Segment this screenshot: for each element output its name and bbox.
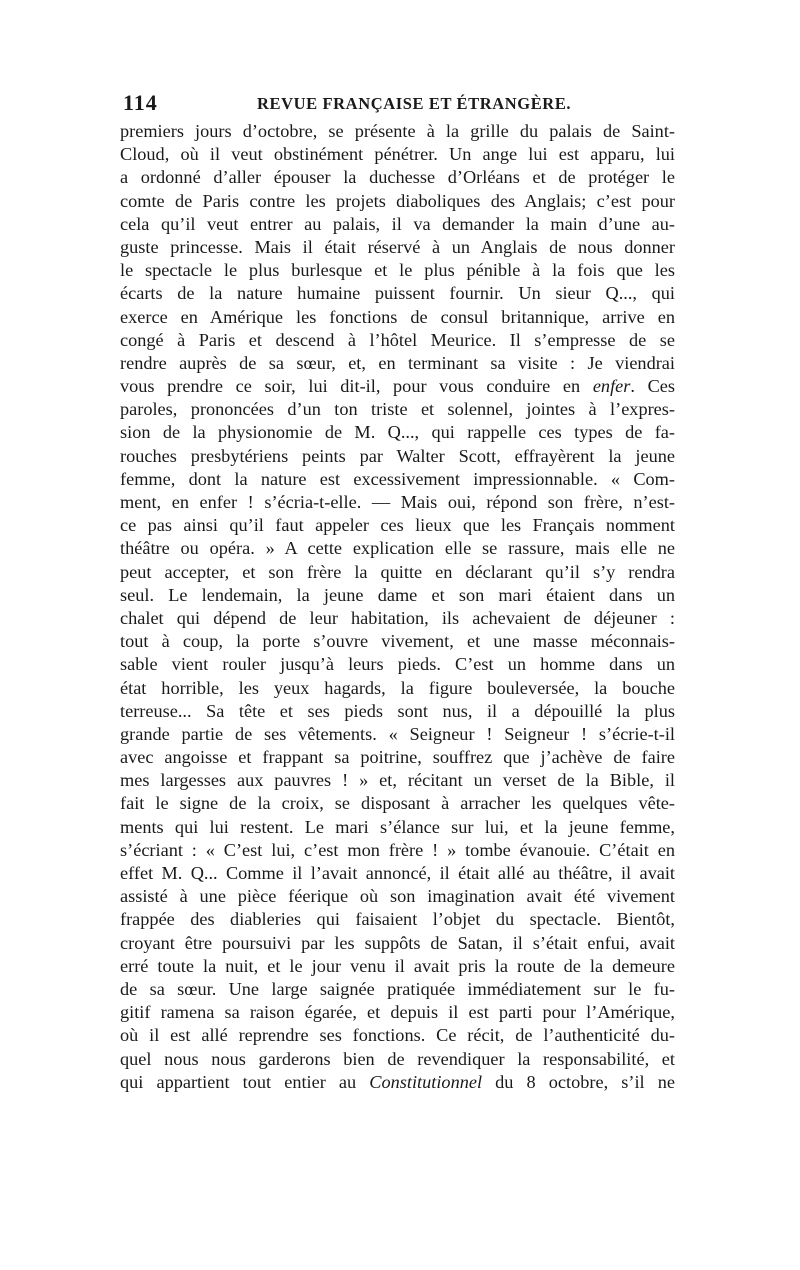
text-line: s’écriant : « C’est lui, c’est mon frère ! » tombe évanouie. C’était en bbox=[120, 839, 675, 860]
page-number: 114 bbox=[123, 90, 158, 115]
text-line: le spectacle le plus burlesque et le plus pénible à la fois que les bbox=[120, 260, 675, 281]
italic-title: enfer bbox=[592, 376, 631, 397]
text-line: congé à Paris et descend à l’hôtel Meurice. Il s’empresse de se bbox=[120, 329, 675, 350]
text-line: chalet qui dépend de leur habitation, ils achevaient de déjeuner : bbox=[120, 607, 675, 628]
text-line: ment, en enfer ! s’écria-t-elle. — Mais oui, répond son frère, n’est- bbox=[120, 492, 675, 512]
text-line: assisté à une pièce féerique où son imagination avait été vivement bbox=[120, 886, 675, 907]
text-line: gitif ramena sa raison égarée, et depuis il est parti pour l’Amérique, bbox=[120, 1002, 675, 1023]
text-line: paroles, prononcées d’un ton triste et solennel, jointes à l’expres- bbox=[120, 399, 675, 420]
text-line: guste princesse. Mais il était réservé à un Anglais de nous donner bbox=[120, 236, 675, 257]
text-line: a ordonné d’aller épouser la duchesse d’Orléans et de protéger le bbox=[120, 167, 675, 188]
text-line: fait le signe de la croix, se disposant à arracher les quelques vête- bbox=[120, 793, 675, 814]
text-line: femme, dont la nature est excessivement impressionnable. « Com- bbox=[120, 468, 675, 489]
text-line: de sa sœur. Une large saignée pratiquée immédiatement sur le fu- bbox=[120, 978, 675, 999]
text-segment: . Ces bbox=[630, 376, 675, 397]
text-line: théâtre ou opéra. » A cette explication elle se rassure, mais elle ne bbox=[120, 538, 675, 559]
text-line: erré toute la nuit, et le jour venu il avait pris la route de la demeure bbox=[120, 955, 675, 976]
text-line: écarts de la nature humaine puissent fournir. Un sieur Q..., qui bbox=[120, 283, 675, 304]
text-line bbox=[120, 375, 675, 398]
article-body bbox=[120, 120, 675, 1094]
text-line: où il est allé reprendre ses fonctions. Ce récit, de l’authenticité du- bbox=[120, 1025, 675, 1046]
text-line: frappée des diableries qui faisaient l’objet du spectacle. Bientôt, bbox=[120, 909, 675, 930]
text-line: Cloud, où il veut obstinément pénétrer. Un ange lui est apparu, lui bbox=[120, 144, 675, 165]
text-line: grande partie de ses vêtements. « Seigneur ! Seigneur ! s’écrie-t-il bbox=[120, 723, 675, 744]
text-segment: du 8 octobre, s’il ne bbox=[482, 1071, 675, 1092]
text-segment: qui appartient tout entier au bbox=[120, 1071, 370, 1092]
journal-title: REVUE FRANÇAISE ET ÉTRANGÈRE. bbox=[257, 94, 572, 113]
text-line: comte de Paris contre les projets diaboliques des Anglais; c’est pour bbox=[120, 190, 675, 211]
text-line: cela qu’il veut entrer au palais, il va demander la main d’une au- bbox=[120, 213, 675, 234]
text-line: terreuse... Sa tête et ses pieds sont nus, il a dépouillé la plus bbox=[120, 700, 675, 721]
text-line: rouches presbytériens peints par Walter Scott, effrayèrent la jeune bbox=[120, 445, 675, 466]
text-line: tout à coup, la porte s’ouvre vivement, et une masse méconnais- bbox=[120, 631, 675, 652]
text-line bbox=[120, 1071, 675, 1094]
book-page bbox=[120, 90, 675, 1094]
text-line: seul. Le lendemain, la jeune dame et son mari étaient dans un bbox=[120, 584, 675, 605]
text-line: état horrible, les yeux hagards, la figure bouleversée, la bouche bbox=[120, 677, 675, 698]
text-line: premiers jours d’octobre, se présente à la grille du palais de Saint- bbox=[120, 121, 675, 141]
text-line: quel nous nous garderons bien de revendiquer la responsabilité, et bbox=[120, 1048, 675, 1069]
text-line: sion de la physionomie de M. Q..., qui rappelle ces types de fa- bbox=[120, 422, 675, 443]
text-line: sable vient rouler jusqu’à leurs pieds. C’est un homme dans un bbox=[120, 654, 675, 675]
italic-title: Constitutionnel bbox=[369, 1071, 483, 1092]
text-line: effet M. Q... Comme il l’avait annoncé, il était allé au théâtre, il avait bbox=[120, 863, 675, 883]
text-line: mes largesses aux pauvres ! » et, récitant un verset de la Bible, il bbox=[120, 770, 675, 791]
text-line: exerce en Amérique les fonctions de consul britannique, arrive en bbox=[120, 306, 675, 327]
text-segment: vous prendre ce soir, lui dit-il, pour vous conduire en bbox=[120, 376, 593, 397]
text-line: ce pas ainsi qu’il faut appeler ces lieux que les Français nomment bbox=[120, 515, 675, 536]
text-line: ments qui lui restent. Le mari s’élance sur lui, et la jeune femme, bbox=[120, 816, 675, 837]
text-line: peut accepter, et son frère la quitte en déclarant qu’il s’y rendra bbox=[120, 561, 675, 582]
text-line: croyant être poursuivi par les suppôts de Satan, il s’était enfui, avait bbox=[120, 932, 675, 953]
text-line: rendre auprès de sa sœur, et, en terminant sa visite : Je viendrai bbox=[120, 352, 675, 373]
text-line: avec angoisse et frappant sa poitrine, souffrez que j’achève de faire bbox=[120, 747, 675, 768]
running-head bbox=[120, 90, 675, 118]
